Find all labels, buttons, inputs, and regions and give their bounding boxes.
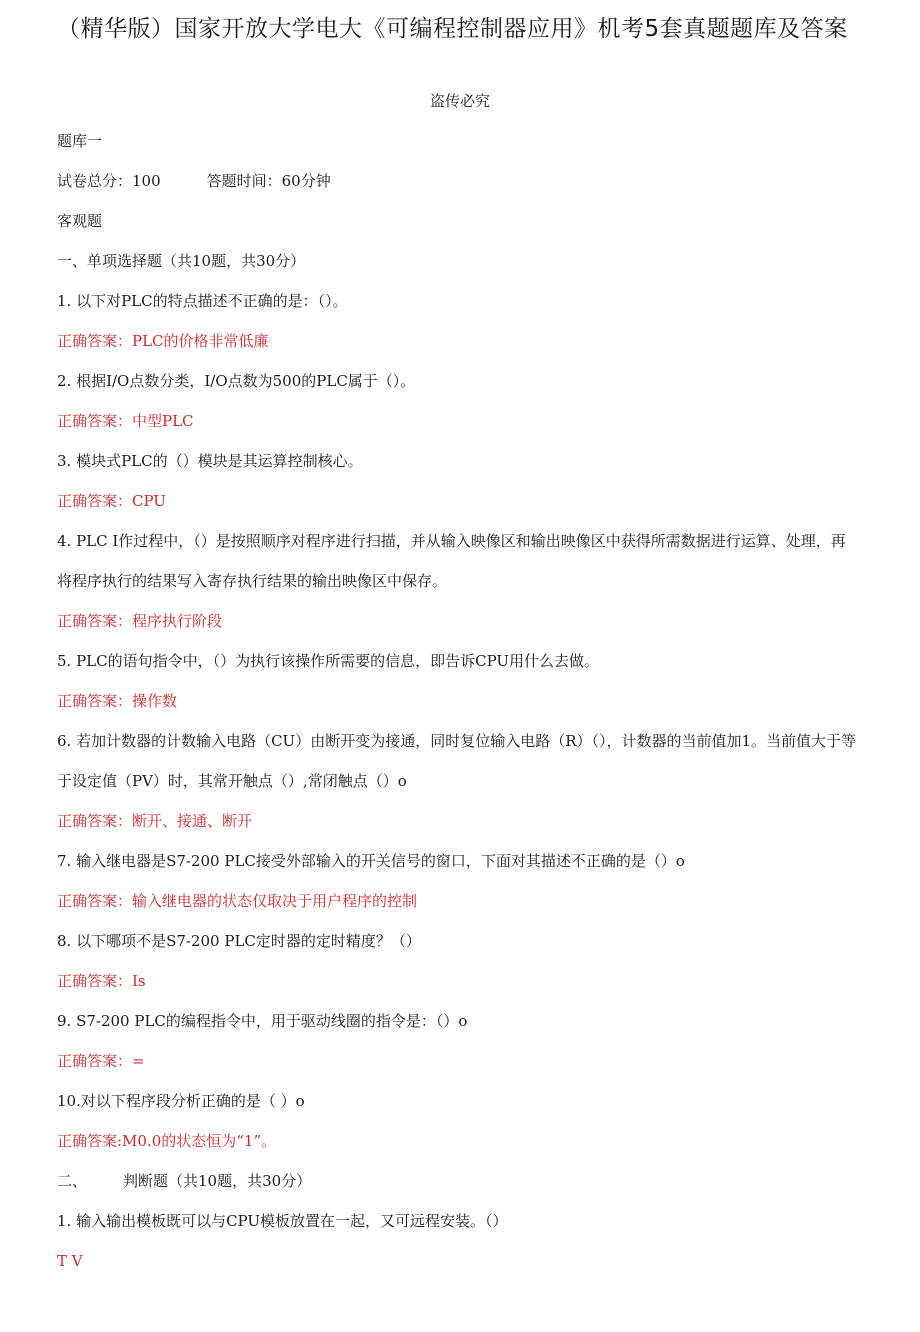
question-4: 4. PLC I作过程中，（）是按照顺序对程序进行扫描，并从输入映像区和输出映像区中获得所需数据进行运算、处理，再将程序执行的结果写入寄存执行结果的输出映像区中保存。	[57, 532, 846, 590]
answer-1: 正确答案：PLC的价格非常低廉	[57, 332, 269, 350]
question-2: 2. 根据I/O点数分类，I/O点数为500的PLC属于（）。	[57, 372, 416, 390]
question-8: 8. 以下哪项不是S7-200 PLC定时器的定时精度？（）	[57, 932, 421, 950]
section-judge-number: 二、	[57, 1172, 88, 1190]
judge-answer-1: T V	[57, 1252, 83, 1270]
answer-6: 正确答案：断开、接通、断开	[57, 812, 253, 830]
exam-info	[57, 161, 857, 201]
section-single-choice: 一、单项选择题（共10题，共30分）	[57, 252, 306, 270]
question-5: 5. PLC的语句指令中，（）为执行该操作所需要的信息，即告诉CPU用什么去做。	[57, 652, 600, 670]
section-judge	[57, 1161, 857, 1201]
answer-7: 正确答案：输入继电器的状态仅取决于用户程序的控制	[57, 892, 418, 910]
total-score: 试卷总分：100	[57, 172, 161, 190]
document-subtitle: 盗传必究	[429, 92, 490, 110]
answer-2: 正确答案：中型PLC	[57, 412, 194, 430]
answer-9: 正确答案：=	[57, 1052, 145, 1070]
section-judge-text: 判断题（共10题，共30分）	[123, 1172, 312, 1190]
answer-4: 正确答案：程序执行阶段	[57, 612, 223, 630]
question-10: 10.对以下程序段分析正确的是（ ）o	[57, 1092, 305, 1110]
question-1: 1. 以下对PLC的特点描述不正确的是：（）。	[57, 292, 348, 310]
bank-label: 题库一	[57, 132, 103, 150]
exam-time: 答题时间：60分钟	[206, 172, 331, 190]
question-7: 7. 输入继电器是S7-200 PLC接受外部输入的开关信号的窗口，下面对其描述不正确的是（）o	[57, 852, 685, 870]
answer-3: 正确答案：CPU	[57, 492, 166, 510]
judge-question-1: 1. 输入输出模板既可以与CPU模板放置在一起，又可远程安装。（）	[57, 1212, 508, 1230]
document-title: （精华版）国家开放大学电大《可编程控制器应用》机考5套真题题库及答案	[57, 16, 848, 42]
answer-10: 正确答案:M0.0的状态恒为“1”。	[57, 1132, 277, 1150]
question-6: 6. 若加计数器的计数输入电路（CU）由断开变为接通，同时复位输入电路（R）（），计数器的当前值加1。当前值大于等于设定值（PV）时，其常开触点（）,常闭触点（）o	[57, 732, 857, 790]
question-9: 9. S7-200 PLC的编程指令中，用于驱动线圈的指令是：（）o	[57, 1012, 468, 1030]
question-3: 3. 模块式PLC的（）模块是其运算控制核心。	[57, 452, 363, 470]
objective-label: 客观题	[57, 212, 103, 230]
answer-8: 正确答案：Is	[57, 972, 146, 990]
answer-5: 正确答案：操作数	[57, 692, 178, 710]
